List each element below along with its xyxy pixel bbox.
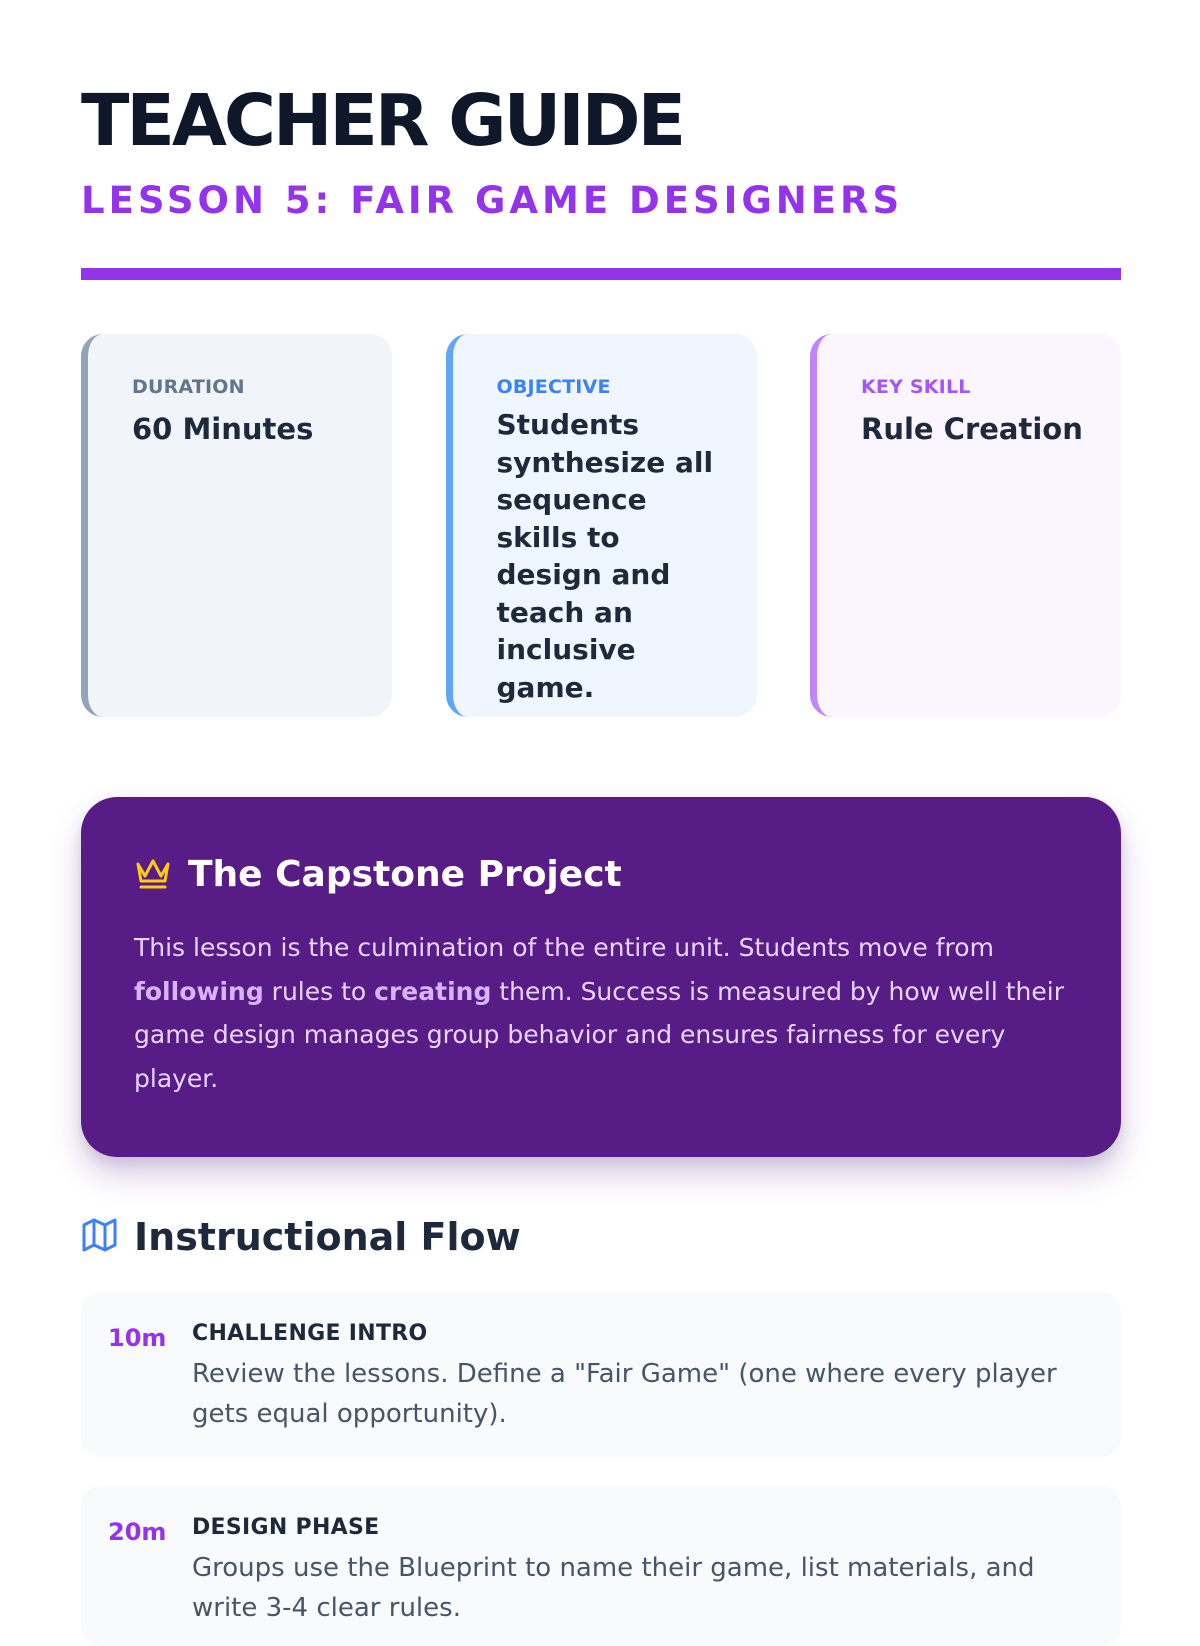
capstone-title: The Capstone Project <box>188 854 622 895</box>
key-skill-label: KEY SKILL <box>861 376 971 398</box>
objective-card <box>446 334 757 717</box>
highlight-creating: creating <box>374 976 492 1006</box>
step-description: Groups use the Blueprint to name their game, list materials, and write 3-4 clear rules. <box>192 1553 1035 1623</box>
duration-value: 60 Minutes <box>132 412 314 446</box>
crown-icon <box>134 856 188 894</box>
lesson-subtitle: LESSON 5: FAIR GAME DESIGNERS <box>81 179 904 222</box>
capstone-text-3: them. Success is measured by how well their game design manages group behavior and ensures fairness for every player. <box>134 976 1064 1093</box>
step-title: DESIGN PHASE <box>192 1515 380 1540</box>
key-skill-value: Rule Creation <box>861 412 1083 446</box>
flow-step <box>81 1486 1121 1646</box>
step-duration: 10m <box>108 1324 167 1352</box>
capstone-text-1: This lesson is the culmination of the entire unit. Students move from <box>134 933 994 962</box>
duration-card <box>81 334 392 717</box>
duration-label: DURATION <box>132 376 245 398</box>
flow-step <box>81 1292 1121 1457</box>
key-skill-card <box>810 334 1121 717</box>
capstone-description <box>134 926 1070 1100</box>
step-title: CHALLENGE INTRO <box>192 1321 428 1346</box>
objective-value: Students synthesize all sequence skills to design and teach an inclusive game. <box>496 408 714 704</box>
instructional-flow-header <box>81 1211 521 1263</box>
highlight-following: following <box>134 976 264 1006</box>
step-content <box>192 1320 1081 1457</box>
step-content <box>192 1514 1081 1646</box>
capstone-text-2: rules to <box>263 976 375 1006</box>
step-duration: 20m <box>108 1518 167 1546</box>
section-title: Instructional Flow <box>134 1215 521 1259</box>
step-description: Review the lessons. Define a "Fair Game" (one where every player gets equal opportunity). <box>192 1359 1057 1429</box>
objective-label: OBJECTIVE <box>496 376 611 398</box>
info-cards <box>81 334 1121 717</box>
header-divider <box>81 268 1121 280</box>
map-icon <box>81 1217 134 1257</box>
capstone-header <box>134 850 1068 900</box>
capstone-panel <box>81 797 1121 1157</box>
page-title: TEACHER GUIDE <box>81 79 684 162</box>
